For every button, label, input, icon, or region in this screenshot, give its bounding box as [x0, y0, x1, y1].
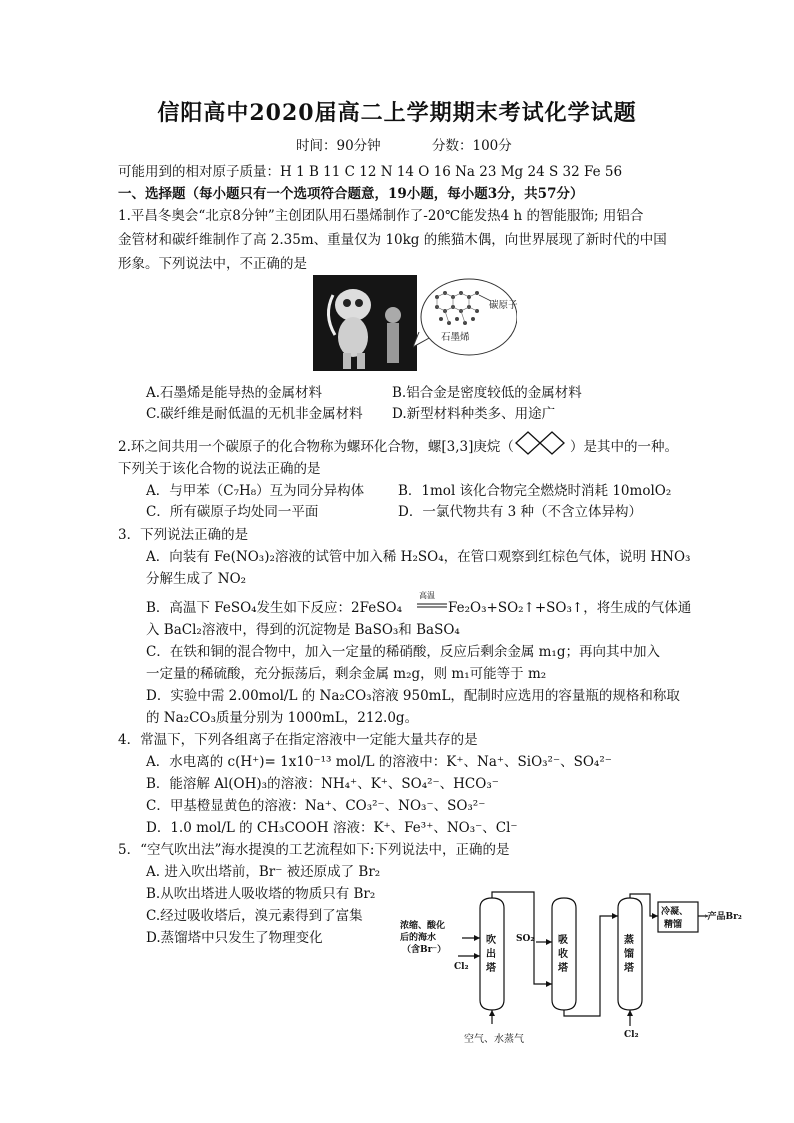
- tower-blowout-label: 吹 出 塔: [486, 935, 496, 974]
- spiroheptane-structure: [514, 430, 566, 456]
- flow-feed-line2: 后的海水: [400, 933, 437, 943]
- q3-option-b-2: 入 BaCl₂溶液中，得到的沉淀物是 BaSO₃和 BaSO₄: [146, 622, 460, 638]
- q2-option-b: B．1mol 该化合物完全燃烧时消耗 10molO₂: [398, 483, 672, 499]
- q5-option-d: D.蒸馏塔中只发生了物理变化: [146, 930, 323, 946]
- exam-time: 时间：90分钟: [296, 138, 381, 154]
- page-title: 信阳高中2020届高二上学期期末考试化学试题: [157, 100, 637, 126]
- reaction-condition: 高温: [419, 591, 435, 600]
- tower-distill-label: 蒸 馏 塔: [624, 935, 634, 974]
- q2-option-d: D．一氯代物共有 3 种（不含立体异构）: [398, 504, 642, 520]
- exam-score: 分数：100分: [432, 138, 512, 154]
- q1-option-b: B.铝合金是密度较低的金属材料: [392, 385, 582, 401]
- reaction-arrow: [417, 590, 447, 614]
- flow-air-steam: 空气、水蒸气: [464, 1034, 524, 1045]
- q3-option-d-1: D．实验中需 2.00mol/L 的 Na₂CO₃溶液 950mL，配制时应选用的容量瓶的规格和称取: [146, 688, 680, 704]
- bromine-flow-diagram: [396, 890, 756, 1048]
- q5-stem: 5．“空气吹出法”海水提溴的工艺流程如下:下列说法中，正确的是: [118, 842, 510, 858]
- q3-option-a-2: 分解生成了 NO₂: [146, 571, 247, 587]
- q4-option-d: D．1.0 mol/L 的 CH₃COOH 溶液：K⁺、Fe³⁺、NO₃⁻、Cl⁻: [146, 820, 518, 836]
- flow-product: →产品Br₂: [700, 912, 742, 922]
- q5-option-c: C.经过吸收塔后，溴元素得到了富集: [146, 908, 363, 924]
- q2-option-a: A．与甲苯（C₇H₈）互为同分异构体: [146, 483, 365, 499]
- q5-option-b: B.从吹出塔进人吸收塔的物质只有 Br₂: [146, 886, 376, 902]
- q1-figure: [313, 275, 517, 371]
- graphene-callout: [413, 277, 517, 367]
- flow-feed-line3: （含Br⁻）: [402, 945, 447, 955]
- q1-stem-3: 形象。下列说法中，不正确的是: [118, 256, 307, 272]
- q4-option-a: A．水电离的 c(H⁺)= 1x10⁻¹³ mol/L 的溶液中：K⁺、Na⁺、SiO₃²⁻、SO₄²⁻: [146, 754, 612, 770]
- q1-option-a: A.石墨烯是能导热的金属材料: [146, 385, 323, 401]
- q3-option-b-1b: Fe₂O₃+SO₂↑+SO₃↑，将生成的气体通: [448, 600, 692, 616]
- q1-stem-1: 1.平昌冬奥会“北京8分钟”主创团队用石墨烯制作了-20℃能发热4 h 的智能服饰; 用铝合: [118, 208, 644, 224]
- q2-stem-1a: 2.环之间共用一个碳原子的化合物称为螺环化合物，螺[3,3]庚烷（: [118, 439, 514, 455]
- q4-option-b: B．能溶解 Al(OH)₃的溶液：NH₄⁺、K⁺、SO₄²⁻、HCO₃⁻: [146, 776, 499, 792]
- q2-option-c: C．所有碳原子均处同一平面: [146, 504, 319, 520]
- q4-option-c: C．甲基橙显黄色的溶液：Na⁺、CO₃²⁻、NO₃⁻、SO₃²⁻: [146, 798, 486, 814]
- q1-option-d: D.新型材料种类多、用途广: [392, 406, 556, 422]
- q2-stem-1b: ）是其中的一种。: [570, 439, 678, 455]
- q3-option-d-2: 的 Na₂CO₃质量分别为 1000mL，212.0g。: [146, 710, 419, 726]
- q3-option-b-1a: B．高温下 FeSO₄发生如下反应：2FeSO₄: [146, 600, 402, 616]
- section-heading: 一、选择题（每小题只有一个选项符合题意，19小题，每小题3分，共57分）: [118, 186, 584, 202]
- q1-option-c: C.碳纤维是耐低温的无机非金属材料: [146, 406, 363, 422]
- q4-stem: 4．常温下，下列各组离子在指定溶液中一定能大量共存的是: [118, 732, 478, 748]
- q1-stem-2: 金管材和碳纤维制作了高 2.35m、重量仅为 10kg 的熊猫木偶，向世界展现了新时代的中国: [118, 232, 667, 248]
- q3-stem: 3．下列说法正确的是: [118, 527, 249, 543]
- label-graphene: 石墨烯: [441, 332, 470, 343]
- box-condense-1: 冷凝、: [661, 907, 689, 917]
- panda-photo: [313, 275, 417, 371]
- flow-cl2-bottom: Cl₂: [624, 1030, 639, 1040]
- q3-option-c-1: C．在铁和铜的混合物中，加入一定量的稀硝酸，反应后剩余金属 m₁g；再向其中加入: [146, 644, 660, 660]
- q5-option-a: A. 进入吹出塔前，Br⁻ 被还原成了 Br₂: [146, 864, 381, 880]
- tower-absorb-label: 吸 收 塔: [558, 935, 568, 974]
- flow-feed-line1: 浓缩、酸化: [400, 921, 446, 931]
- flow-so2: SO₂: [516, 934, 535, 944]
- flow-cl2-left: Cl₂: [454, 962, 469, 972]
- q2-stem-2: 下列关于该化合物的说法正确的是: [118, 461, 321, 477]
- q3-option-a-1: A．向装有 Fe(NO₃)₂溶液的试管中加入稀 H₂SO₄，在管口观察到红棕色气体，说明 HNO₃: [146, 549, 691, 565]
- atomic-masses: 可能用到的相对原子质量：H 1 B 11 C 12 N 14 O 16 Na 23 Mg 24 S 32 Fe 56: [118, 164, 623, 180]
- box-condense-2: 精馏: [664, 920, 683, 930]
- q3-option-c-2: 一定量的稀硫酸，充分振荡后，剩余金属 m₂g，则 m₁可能等于 m₂: [146, 666, 547, 682]
- label-carbon-atom: 碳原子: [489, 300, 518, 311]
